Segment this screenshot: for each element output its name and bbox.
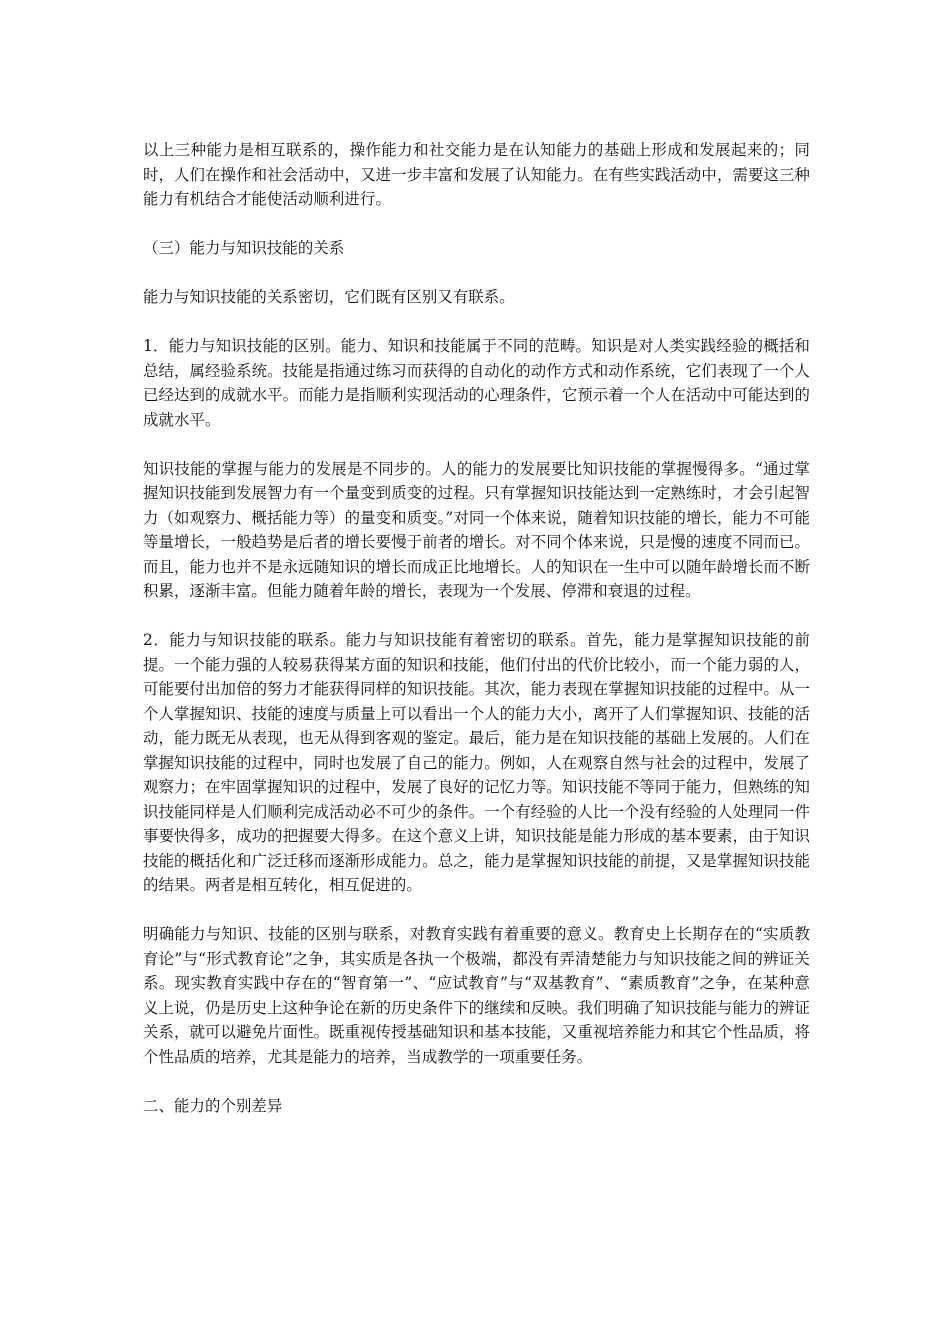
paragraph-asynchronous-development: 知识技能的掌握与能力的发展是不同步的。人的能力的发展要比知识技能的掌握慢得多。“通过掌握知识技能到发展智力有一个量变到质变的过程。只有掌握知识技能达到一定熟练时，才会引起智力（如观察力、概括能力等）的量变和质变。”对同一个体来说，随着知识技能的增长，能力不可能等量增长，一般趋势是后者的增长要慢于前者的增长。对不同个体来说，只是慢的速度不同而已。而且，能力也并不是永远随知识的增长而成正比地增长。人的知识在一生中可以随年龄增长而不断积累，逐渐丰富。但能力随着年龄的增长，表现为一个发展、停滞和衰退的过程。 — [143, 459, 810, 600]
section-heading-ability-knowledge: （三）能力与知识技能的关系 — [143, 239, 345, 257]
document-body — [143, 138, 810, 1143]
section-heading-individual-differences: 二、能力的个别差异 — [143, 1096, 283, 1115]
paragraph-connection: 2．能力与知识技能的联系。能力与知识技能有着密切的联系。首先，能力是掌握知识技能的前提。一个能力强的人较易获得某方面的知识和技能，他们付出的代价比较小，而一个能力弱的人，可能要付出加倍的努力才能获得同样的知识技能。其次，能力表现在掌握知识技能的过程中。从一个人掌握知识、技能的速度与质量上可以看出一个人的能力大小，离开了人们掌握知识、技能的活动，能力既无从表现，也无从得到客观的鉴定。最后，能力是在知识技能的基础上发展的。人们在掌握知识技能的过程中，同时也发展了自己的能力。例如，人在观察自然与社会的过程中，发展了观察力；在牢固掌握知识的过程中，发展了良好的记忆力等。知识技能不等同于能力，但熟练的知识技能同样是人们顺利完成活动必不可少的条件。一个有经验的人比一个没有经验的人处理同一件事要快得多，成功的把握要大得多。在这个意义上讲，知识技能是能力形成的基本要素，由于知识技能的概括化和广泛迁移而逐渐形成能力。总之，能力是掌握知识技能的前提，又是掌握知识技能的结果。两者是相互转化，相互促进的。 — [143, 631, 810, 894]
paragraph-abilities-interrelation: 以上三种能力是相互联系的，操作能力和社交能力是在认知能力的基础上形成和发展起来的；同时，人们在操作和社会活动中，又进一步丰富和发展了认知能力。在有些实践活动中，需要这三种能力有机结合才能使活动顺利进行。 — [143, 141, 810, 208]
paragraph-difference: 1．能力与知识技能的区别。能力、知识和技能属于不同的范畴。知识是对人类实践经验的概括和总结，属经验系统。技能是指通过练习而获得的自动化的动作方式和动作系统，它们表现了一个人已经达到的成就水平。而能力是指顺利实现活动的心理条件，它预示着一个人在活动中可能达到的成就水平。 — [143, 337, 810, 429]
paragraph-intro-relation: 能力与知识技能的关系密切，它们既有区别又有联系。 — [143, 288, 515, 306]
paragraph-educational-significance: 明确能力与知识、技能的区别与联系，对教育实践有着重要的意义。教育史上长期存在的“实质教育论”与“形式教育论”之争，其实质是各执一个极端，都没有弄清楚能力与知识技能之间的辨证关系。现实教育实践中存在的“智育第一”、“应试教育”与“双基教育”、“素质教育”之争，在某种意义上说，仍是历史上这种争论在新的历史条件下的继续和反映。我们明确了知识技能与能力的辨证关系，就可以避免片面性。既重视传授基础知识和基本技能，又重视培养能力和其它个性品质，将个性品质的培养，尤其是能力的培养，当成教学的一项重要任务。 — [143, 925, 810, 1066]
